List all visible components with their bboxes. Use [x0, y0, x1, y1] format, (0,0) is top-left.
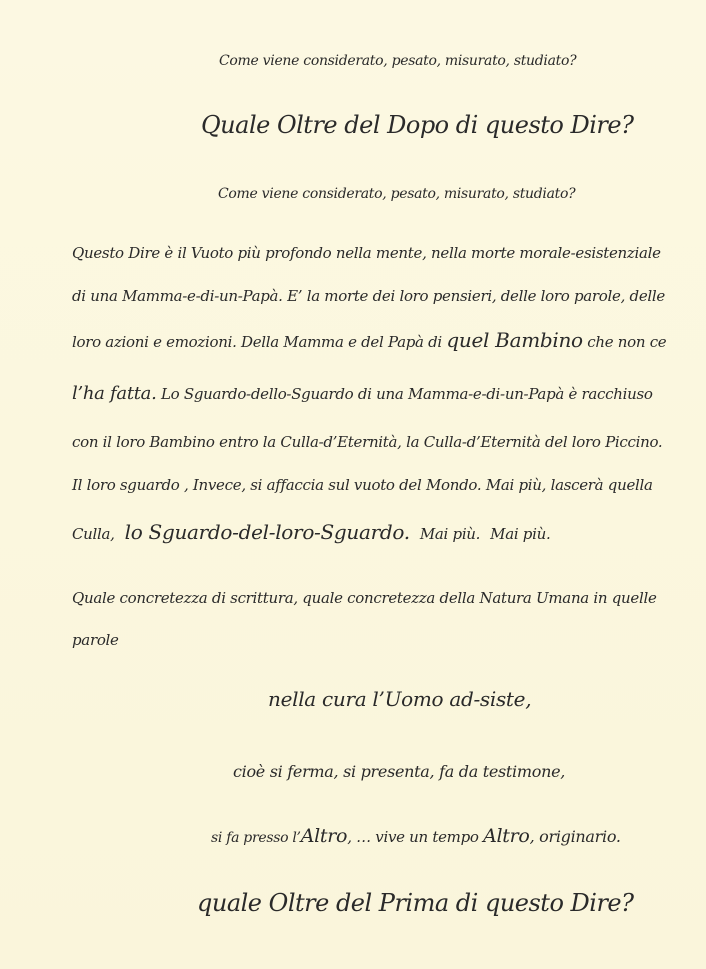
- paragraph1-line7-c: Mai più.: [419, 525, 481, 543]
- verse-line3-emphasis2: Altro: [483, 825, 530, 847]
- paragraph2-line2: parole: [72, 631, 119, 649]
- verse-line3-emphasis1: Altro: [300, 825, 348, 847]
- paragraph1-line1: Questo Dire è il Vuoto più profondo nella mente, nella morte morale-esistenziale: [72, 244, 661, 262]
- paragraph1-line5: con il loro Bambino entro la Culla-d’Eternità, la Culla-d’Eternità del loro Piccino.: [72, 433, 663, 451]
- paragraph1-line4: [72, 383, 653, 404]
- paragraph1-line4-emphasis: l’ha fatta.: [72, 383, 157, 404]
- verse-line2: cioè si ferma, si presenta, fa da testimone,: [233, 762, 566, 781]
- verse-line3-c: , … vive un tempo: [347, 828, 484, 846]
- paragraph1-line7-emphasis: lo Sguardo-del-loro-Sguardo.: [124, 520, 410, 544]
- header-question: Come viene considerato, pesato, misurato, studiato?: [219, 53, 577, 69]
- paragraph1-line7-a: Culla,: [72, 525, 115, 543]
- paragraph1-line4-b: Lo Sguardo-dello-Sguardo di una Mamma-e-di-un-Papà è racchiuso: [156, 385, 653, 403]
- paragraph1-line3-a: loro azioni e emozioni. Della Mamma e del Papà di: [72, 333, 447, 351]
- repeat-question: Come viene considerato, pesato, misurato, studiato?: [218, 186, 576, 202]
- paragraph1-line3-emphasis: quel Bambino: [446, 328, 583, 352]
- verse-line1: nella cura l’Uomo ad-siste,: [268, 687, 532, 711]
- paragraph1-line3-c: che non ce: [582, 333, 667, 351]
- title-after: Quale Oltre del Dopo di questo Dire?: [201, 111, 634, 139]
- paragraph2-line1: Quale concretezza di scrittura, quale concretezza della Natura Umana in quelle: [72, 589, 657, 607]
- verse-line3-e: , originario.: [529, 827, 621, 846]
- verse-line3: [211, 825, 621, 847]
- paragraph1-line7: [72, 520, 550, 544]
- verse-line3-a: si fa presso l’: [211, 830, 301, 846]
- paragraph1-line2: di una Mamma-e-di-un-Papà. E’ la morte dei loro pensieri, delle loro parole, delle: [72, 287, 665, 305]
- paragraph1-line7-d: Mai più.: [490, 525, 551, 543]
- paragraph1-line3: [72, 328, 666, 352]
- title-before: quale Oltre del Prima di questo Dire?: [197, 889, 634, 917]
- paragraph1-line6: Il loro sguardo , Invece, si affaccia sul vuoto del Mondo. Mai più, lascerà quella: [72, 476, 653, 494]
